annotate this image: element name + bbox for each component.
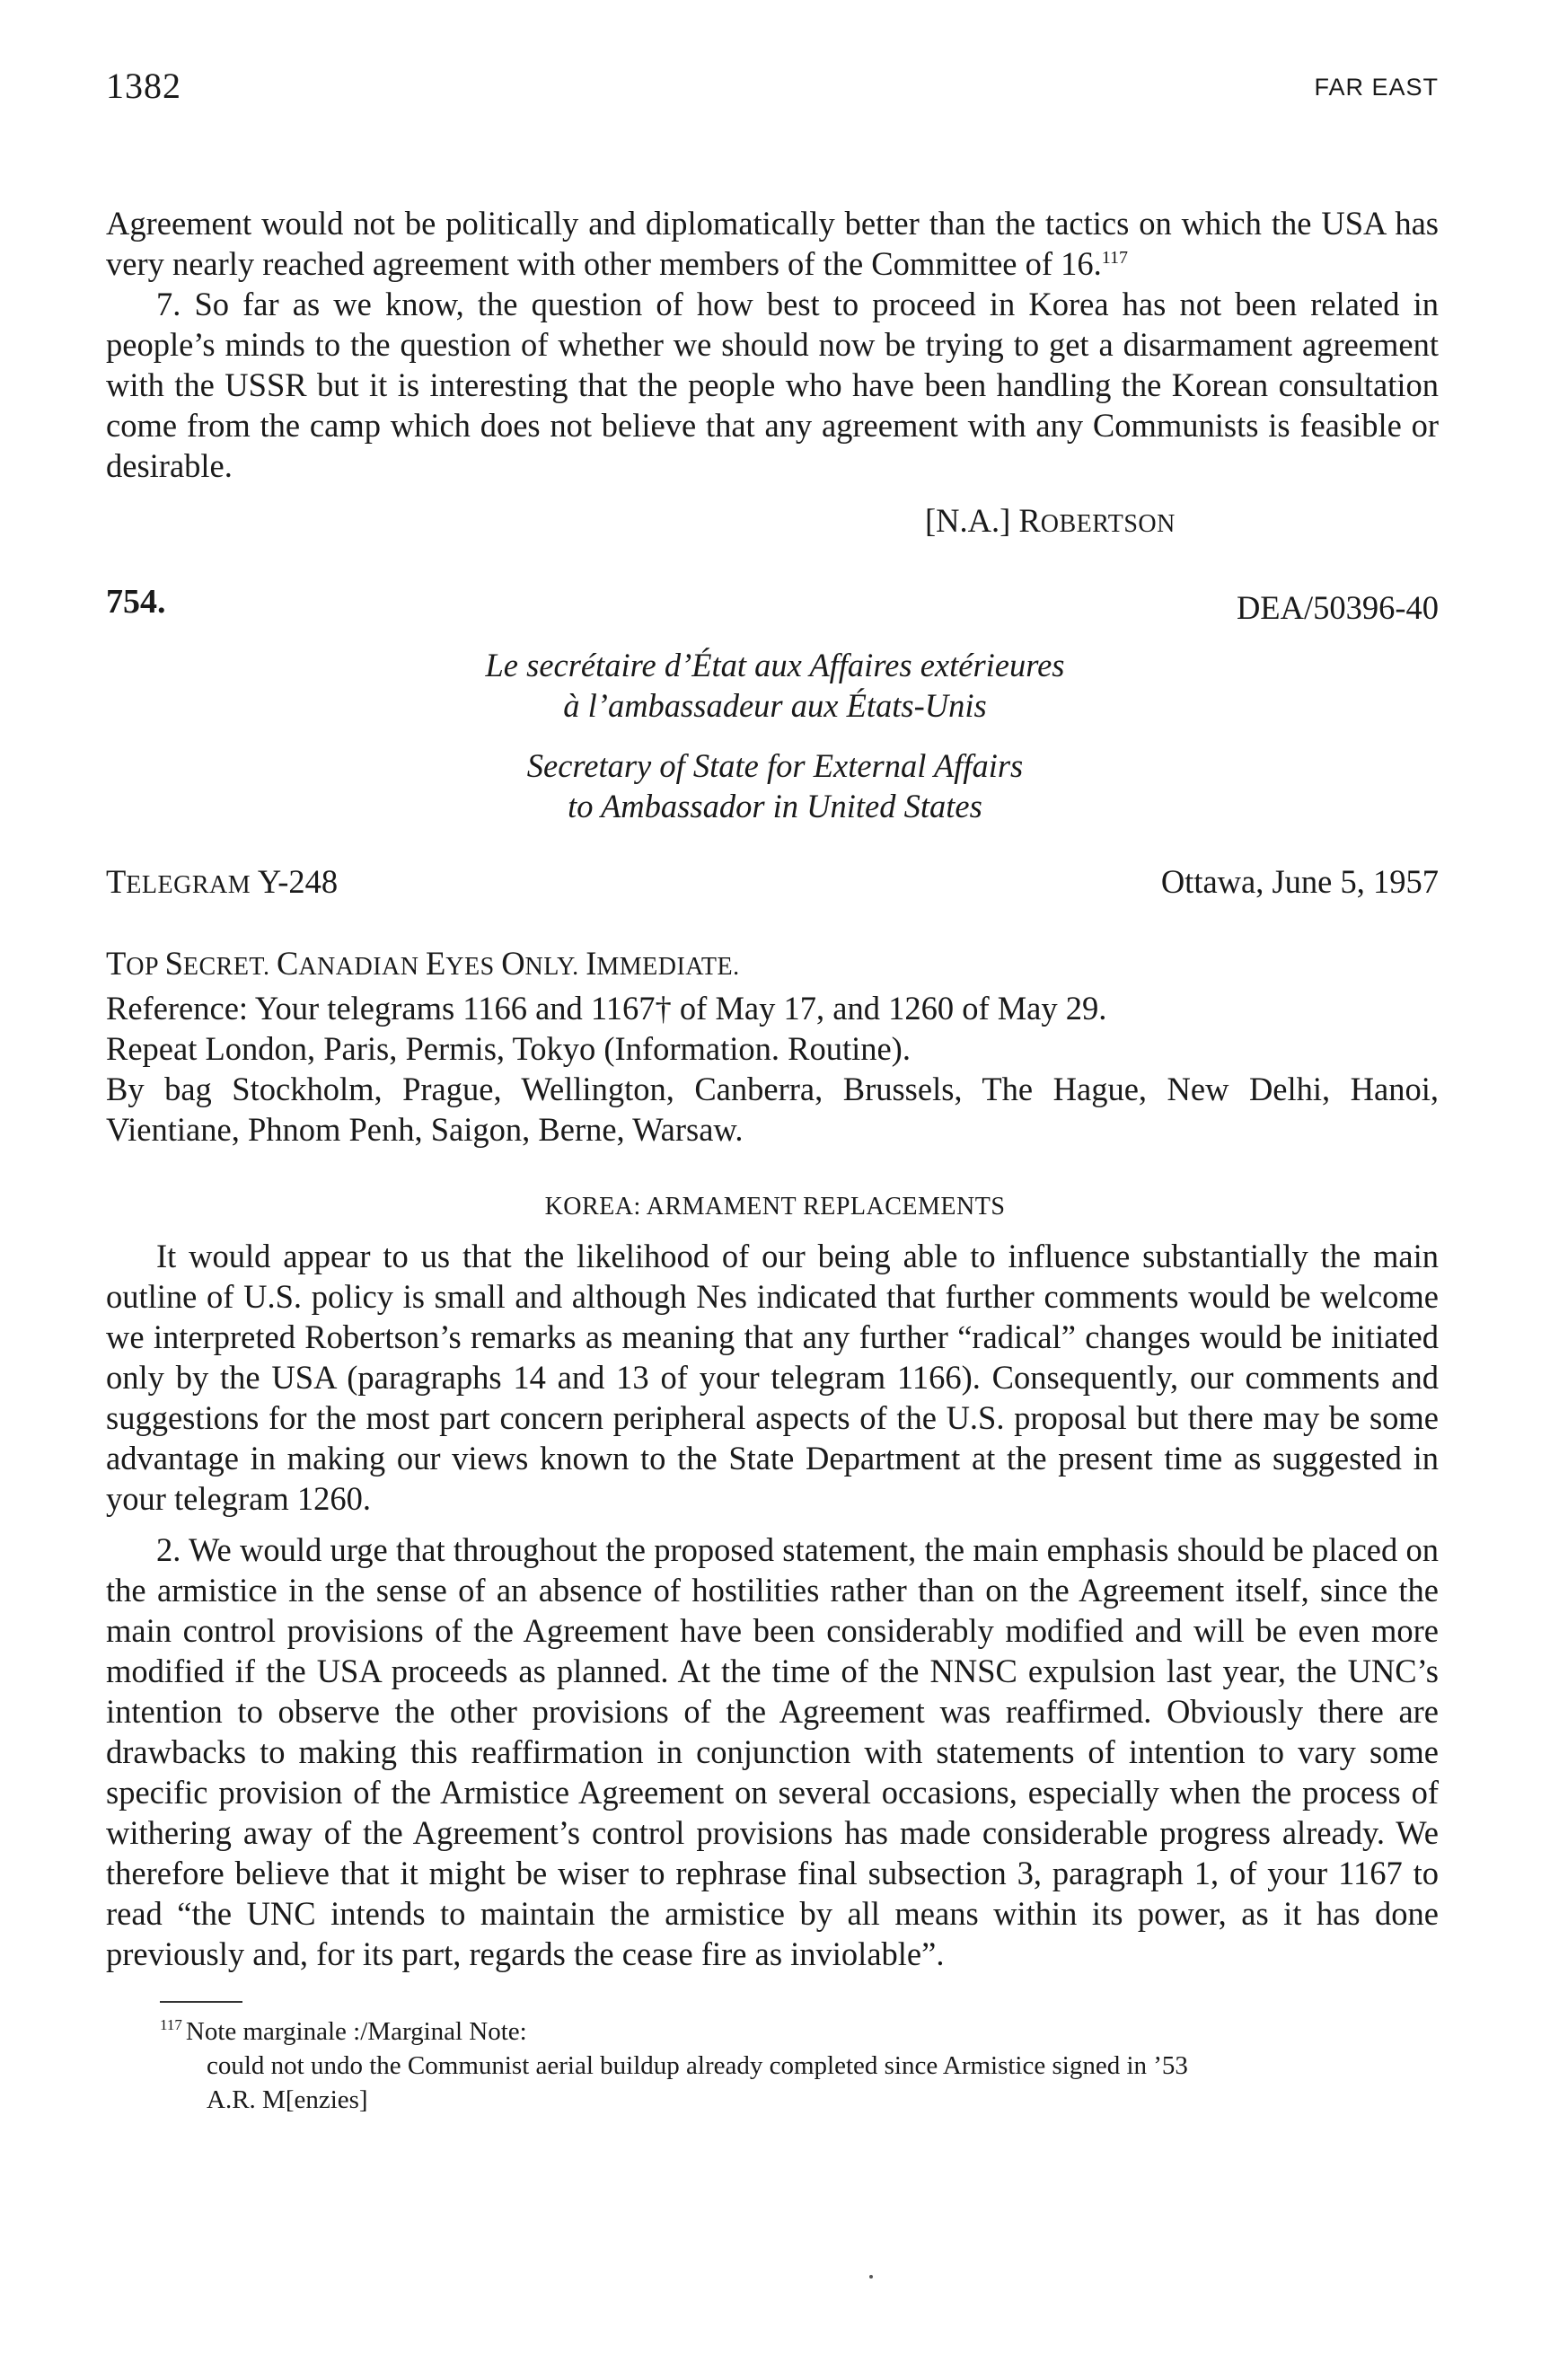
classification-part-3-big: C (276, 945, 299, 982)
body-paragraph-2: 2. We would urge that throughout the proposed statement, the main emphasis should be placed on the armistice in the sense of an absence of hostilities rather than on the Agreement itself, since the main control provisions of the Agreement have been considerably modified and will be even more modified if the USA proceeds as planned. At the time of the NNSC expulsion last year, the UNC’s intention to observe the other provisions of the Agreement was reaffirmed. Obviously there are drawbacks to making this reaffirmation in conjunction with statements of intention to vary some specific provision of the Armistice Agreement on several occasions, especially when the process of withering away of the Agreement’s control provisions has made considerable progress already. We therefore believe that it might be wiser to rephrase final subsection 3, paragraph 1, of your 1167 to read “the UNC intends to maintain the armistice by all means within its power, as it has done previously and, for its part, regards the cease fire as inviolable”. (106, 1531, 1439, 1972)
signature-name-rest: OBERTSON (1040, 510, 1176, 538)
telegram-number (106, 862, 338, 901)
place-date: Ottawa, June 5, 1957 (1160, 863, 1439, 900)
document-number: 754. (106, 583, 166, 621)
title-english (0, 745, 1550, 826)
footnote (160, 2014, 1440, 2117)
footnote-label: Note marginale :/Marginal Note: (185, 2017, 527, 2046)
classification-part-5-big: O (501, 945, 525, 982)
paragraph-continuation (106, 203, 1439, 284)
running-head: FAR EAST (1314, 74, 1439, 101)
title-french-line-2: à l’ambassadeur aux États-Unis (563, 687, 987, 724)
classification-part-1-small: OP (126, 953, 165, 981)
paragraph-continuation-text: Agreement would not be politically and diplomatically better than the tactics on which the USA has very nearly reached agreement with other members of the Committee of 16. (106, 205, 1439, 282)
page-header (106, 56, 1439, 110)
telegram-number-value: Y-248 (251, 863, 339, 900)
reference-line: Reference: Your telegrams 1166 and 1167† of May 17, and 1260 of May 29. (106, 990, 1107, 1027)
paragraph-7: 7. So far as we know, the question of how best to proceed in Korea has not been related in people’s minds to the question of whether we should now be trying to get a disarmament agreement with the USSR but it is interesting that the people who have been handling the Korean consultation come from the camp which does not believe that any agreement with any Communists is feasible or desirable. (106, 286, 1439, 484)
page-number: 1382 (106, 66, 181, 106)
footnote-divider (160, 2001, 242, 2003)
footnote-number: 117 (160, 2016, 182, 2034)
footnote-text-line-2: A.R. M[enzies] (207, 2085, 368, 2114)
signature (925, 501, 1176, 540)
classification (106, 943, 1439, 987)
telegram-label-rest: ELEGRAM (126, 871, 251, 899)
classification-part-4-big: E (425, 945, 446, 982)
classification-part-2-big: S (164, 945, 183, 982)
footnote-label-line (160, 2014, 1440, 2049)
section-heading: KOREA: ARMAMENT REPLACEMENTS (544, 1193, 1006, 1221)
bag-line: By bag Stockholm, Prague, Wellington, Canberra, Brussels, The Hague, New Delhi, Hanoi, Vientiane, Phnom Penh, Saigon, Berne, Warsaw. (106, 1071, 1439, 1148)
repeat-line: Repeat London, Paris, Permis, Tokyo (Information. Routine). (106, 1030, 911, 1067)
telegram-label-first: T (106, 863, 127, 900)
title-english-line-2: to Ambassador in United States (568, 788, 982, 824)
title-french (0, 645, 1550, 726)
telegram-body (106, 1236, 1439, 1974)
classification-part-1-big: T (106, 945, 127, 982)
continued-text (106, 203, 1439, 486)
scan-speck (869, 2275, 873, 2279)
footnote-text-line-1: could not undo the Communist aerial buildup already completed since Armistice signed in ’53 (207, 2051, 1188, 2080)
title-english-line-1: Secretary of State for External Affairs (526, 747, 1024, 784)
classification-part-4-small: YES (445, 953, 502, 981)
signature-initials: [N.A.] (925, 502, 1019, 539)
routing-block (106, 988, 1439, 1150)
classification-part-2-small: ECRET. (182, 953, 277, 981)
title-french-line-1: Le secrétaire d’État aux Affaires extérieures (485, 647, 1065, 683)
signature-name-first: R (1018, 502, 1041, 539)
classification-part-3-small: ANADIAN (298, 953, 426, 981)
file-reference: DEA/50396-40 (1236, 589, 1439, 626)
body-paragraph-1: It would appear to us that the likelihood of our being able to influence substantially the main outline of U.S. policy is small and although Nes indicated that further comments would be welcome we interpreted Robertson’s remarks as meaning that any further “radical” changes would be initiated only by the USA (paragraphs 14 and 13 of your telegram 1166). Consequently, our comments and suggestions for the most part concern peripheral aspects of the U.S. proposal but there may be some advantage in making our views known to the State Department at the present time as suggested in your telegram 1260. (106, 1238, 1439, 1517)
footnote-reference: 117 (1101, 247, 1129, 268)
classification-part-6-big: I (586, 945, 597, 982)
classification-part-6-small: MMEDIATE. (596, 953, 740, 981)
classification-part-5-small: NLY. (524, 953, 586, 981)
